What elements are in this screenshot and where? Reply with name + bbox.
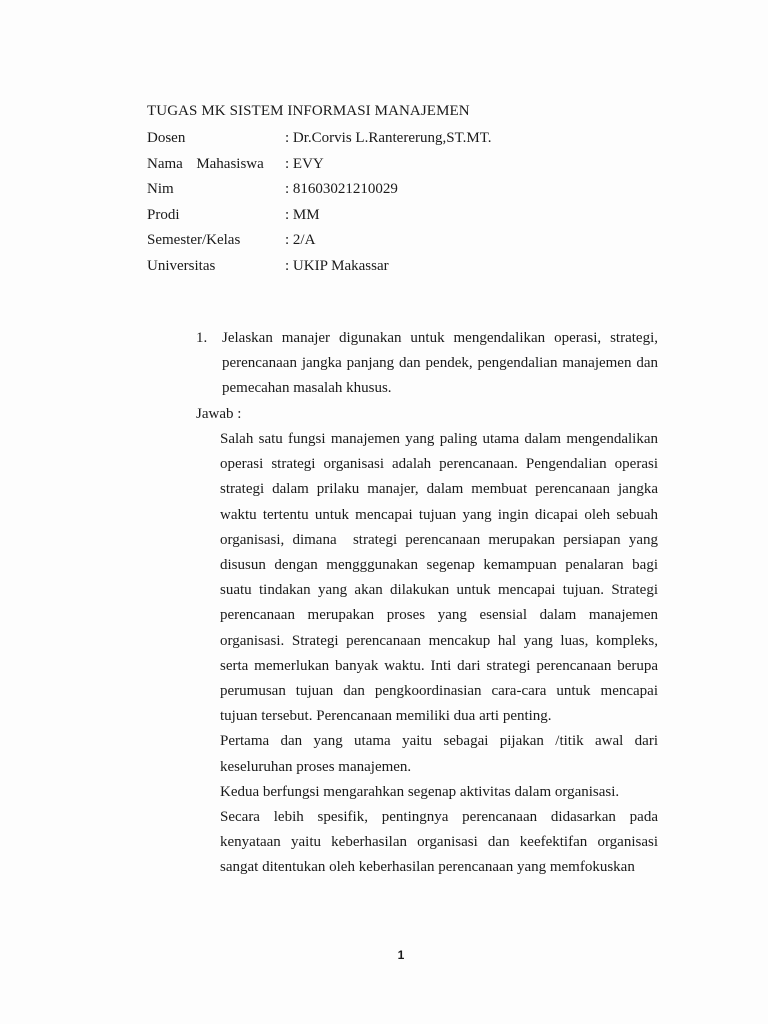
answer-label: Jawab : bbox=[196, 406, 242, 422]
page-number: 1 bbox=[397, 948, 405, 962]
question-item bbox=[196, 326, 658, 401]
info-label: Nama Mahasiswa bbox=[147, 155, 264, 172]
info-value: : Dr.Corvis L.Rantererung,ST.MT. bbox=[285, 130, 492, 146]
info-label: Universitas bbox=[147, 257, 216, 274]
answer-paragraph: Pertama dan yang utama yaitu sebagai pijakan /titik awal dari keseluruhan proses manajemen. bbox=[220, 733, 658, 775]
info-label: Dosen bbox=[147, 130, 186, 146]
info-value: : 81603021210029 bbox=[285, 181, 398, 197]
info-value: : EVY bbox=[285, 155, 324, 172]
info-label: Nim bbox=[147, 181, 174, 197]
answer-body bbox=[220, 427, 662, 881]
info-row-prodi bbox=[147, 203, 492, 229]
student-info-table bbox=[147, 126, 492, 279]
info-row-dosen bbox=[147, 126, 492, 152]
answer-paragraph: Secara lebih spesifik, pentingnya perencanaan didasarkan pada kenyataan yaitu keberhasilan organisasi dan keefektifan organisasi sangat ditentukan oleh keberhasilan perencanaan yang memfokuskan bbox=[220, 809, 658, 876]
info-label: Prodi bbox=[147, 206, 180, 223]
info-row-universitas bbox=[147, 254, 492, 280]
info-label: Semester/Kelas bbox=[147, 232, 241, 248]
info-value: : 2/A bbox=[285, 232, 316, 248]
document-title: TUGAS MK SISTEM INFORMASI MANAJEMEN bbox=[147, 103, 470, 119]
question-number: 1. bbox=[196, 330, 208, 346]
question-text: Jelaskan manajer digunakan untuk mengendalikan operasi, strategi, perencanaan jangka panjang dan pendek, pengendalian manajemen dan pemecahan masalah khusus. bbox=[222, 330, 658, 396]
info-row-semester bbox=[147, 228, 492, 254]
info-value: : MM bbox=[285, 206, 320, 223]
info-row-nama bbox=[147, 152, 492, 178]
info-value: : UKIP Makassar bbox=[285, 257, 389, 274]
answer-paragraph: Salah satu fungsi manajemen yang paling utama dalam mengendalikan operasi strategi organisasi adalah perencanaan. Pengendalian operasi strategi dalam prilaku manajer, dalam membuat perencanaan jangka waktu tertentu untuk mencapai tujuan yang ingin dicapai oleh sebuah organisasi, dimana strategi perencanaan merupakan persiapan yang disusun dengan mengggunakan segenap kemampuan penalaran bagi suatu tindakan yang akan dilakukan untuk mencapai tujuan. Strategi perencanaan merupakan proses yang esensial dalam manajemen organisasi. Strategi perencanaan mencakup hal yang luas, kompleks, serta memerlukan banyak waktu. Inti dari strategi perencanaan berupa perumusan tujuan dan pengkoordinasian cara-cara untuk mencapai tujuan tersebut. Perencanaan memiliki dua arti penting. bbox=[220, 431, 662, 725]
answer-paragraph: Kedua berfungsi mengarahkan segenap aktivitas dalam organisasi. bbox=[220, 783, 620, 800]
info-row-nim bbox=[147, 177, 492, 203]
